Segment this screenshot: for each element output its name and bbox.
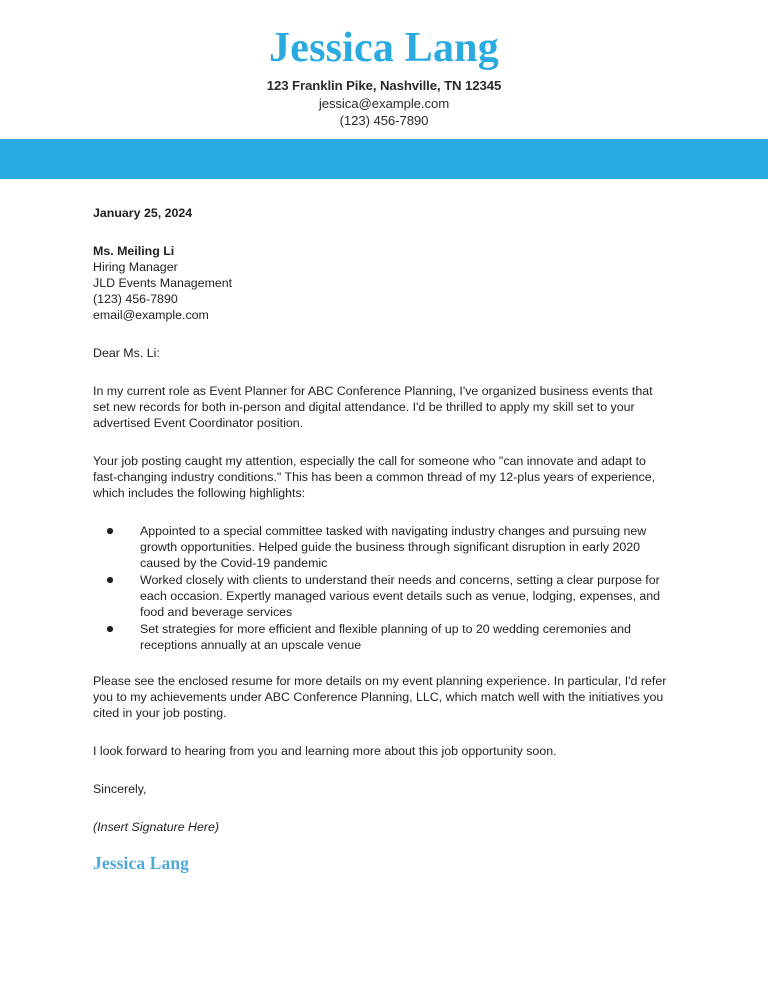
- recipient-phone: (123) 456-7890: [93, 292, 178, 306]
- list-item-text: Worked closely with clients to understand their needs and concerns, setting a clear purpose for each occasion. Expertly managed various event details such as venue, lodging, expenses, and food and beverage services: [140, 573, 661, 619]
- contact-email: jessica@example.com: [318, 95, 450, 111]
- list-item: [93, 523, 671, 571]
- list-item-text: Set strategies for more efficient and flexible planning of up to 20 wedding ceremonies and receptions annually at an upscale venue: [140, 622, 631, 652]
- signature-name: Jessica Lang: [93, 853, 189, 873]
- bullet-icon: [107, 626, 113, 632]
- recipient-title: Hiring Manager: [93, 260, 178, 274]
- accent-bar: [0, 139, 768, 179]
- body-paragraph-4: I look forward to hearing from you and learning more about this job opportunity soon.: [93, 744, 557, 758]
- recipient-name: Ms. Meiling Li: [93, 244, 175, 258]
- contact-address: 123 Franklin Pike, Nashville, TN 12345: [266, 78, 502, 94]
- signature-placeholder: (Insert Signature Here): [93, 820, 220, 834]
- candidate-name-heading: Jessica Lang: [269, 25, 499, 71]
- list-item-text: Appointed to a special committee tasked with navigating industry changes and pursuing new growth opportunities. Helped guide the business through significant disruption in early 2020 caused by the Covid-19 pandemic: [140, 524, 647, 570]
- contact-phone: (123) 456-7890: [339, 113, 429, 129]
- letter-date: January 25, 2024: [93, 206, 193, 220]
- contact-info-block: [0, 77, 768, 130]
- recipient-email: email@example.com: [93, 308, 209, 322]
- bullet-icon: [107, 528, 113, 534]
- highlights-list: [93, 523, 671, 653]
- salutation: Dear Ms. Li:: [93, 346, 160, 360]
- body-paragraph-3: Please see the enclosed resume for more details on my event planning experience. In particular, I'd refer you to my achievements under ABC Conference Planning, LLC, which match well with the initiatives you cited in your job posting.: [93, 674, 667, 720]
- recipient-block: [93, 243, 671, 323]
- letter-header: [0, 0, 768, 130]
- list-item: [93, 572, 671, 620]
- bullet-icon: [107, 577, 113, 583]
- body-paragraph-1: In my current role as Event Planner for ABC Conference Planning, I've organized business events that set new records for both in-person and digital attendance. I'd be thrilled to apply my skill set to your advertised Event Coordinator position.: [93, 384, 653, 430]
- list-item: [93, 621, 671, 653]
- letter-body: [93, 205, 671, 871]
- closing-salutation: Sincerely,: [93, 782, 147, 796]
- recipient-company: JLD Events Management: [93, 276, 233, 290]
- body-paragraph-2: Your job posting caught my attention, especially the call for someone who "can innovate and adapt to fast-changing industry conditions." This has been a common thread of my 12-plus years of experience, which includes the following highlights:: [93, 454, 656, 500]
